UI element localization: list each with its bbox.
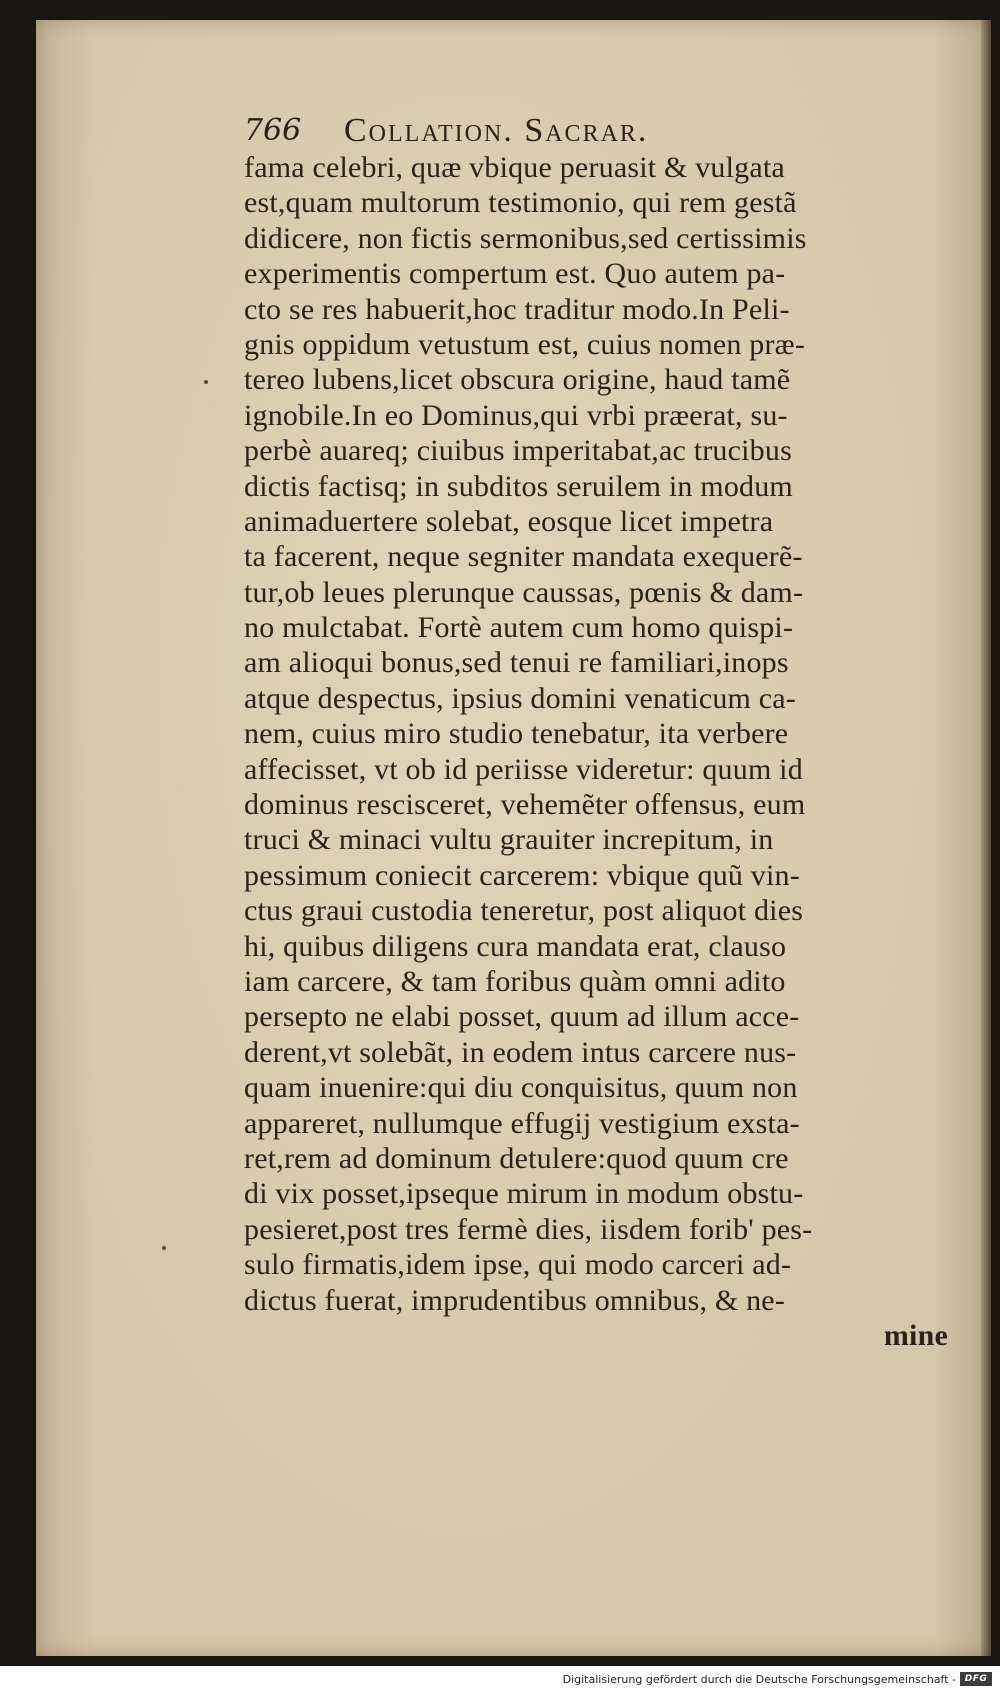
catchword: mine xyxy=(883,1318,948,1352)
page-header xyxy=(244,108,884,154)
text-line: pessimum coniecit carcerem: vbique quũ vin- xyxy=(244,858,800,892)
text-line: truci & minaci vultu grauiter increpitum, in xyxy=(244,823,774,857)
text-line: didicere, non fictis sermonibus,sed certissimis xyxy=(244,221,807,255)
text-line: tereo lubens,licet obscura origine, haud tamẽ xyxy=(244,363,791,397)
text-line: appareret, nullumque effugij vestigium exsta- xyxy=(244,1106,800,1140)
text-line: dominus rescisceret, vehemẽter offensus, eum xyxy=(244,788,806,822)
text-line: hi, quibus diligens cura mandata erat, clauso xyxy=(244,929,787,963)
text-line: dictus fuerat, imprudentibus omnibus, & ne- xyxy=(244,1283,786,1317)
text-line: di vix posset,ipseque mirum in modum obstu- xyxy=(244,1177,804,1211)
text-line: ctus graui custodia teneretur, post aliquot dies xyxy=(244,894,804,928)
funding-credit: Digitalisierung gefördert durch die Deutsche Forschungsgemeinschaft - xyxy=(562,1673,956,1686)
text-line: ignobile.In eo Dominus,qui vrbi præerat, su- xyxy=(244,398,788,432)
text-line: perbè auareq; ciuibus imperitabat,ac trucibus xyxy=(244,434,792,468)
body-text xyxy=(244,150,956,1353)
text-line: affecisset, vt ob id periisse videretur: quum id xyxy=(244,752,803,786)
text-line: dictis factisq; in subditos seruilem in modum xyxy=(244,469,793,503)
page-edge-shadow xyxy=(981,20,991,1656)
text-line: derent,vt solebãt, in eodem intus carcere nus- xyxy=(244,1035,797,1069)
text-line: cto se res habuerit,hoc traditur modo.In Peli- xyxy=(244,292,790,326)
text-line: est,quam multorum testimonio, qui rem gestã xyxy=(244,186,797,220)
text-line: sulo firmatis,idem ipse, qui modo carceri ad- xyxy=(244,1248,792,1282)
text-line: fama celebri, quæ vbique peruasit & vulgata xyxy=(244,151,785,184)
text-line: pesieret,post tres fermè dies, iisdem forib' pes- xyxy=(244,1212,813,1246)
text-line: atque despectus, ipsius domini venaticum ca- xyxy=(244,681,796,715)
text-line: ret,rem ad dominum detulere:quod quum cre xyxy=(244,1141,789,1175)
text-line: experimentis compertum est. Quo autem pa- xyxy=(244,257,786,291)
dfg-logo: DFG xyxy=(960,1672,992,1686)
text-line: quam inuenire:qui diu conquisitus, quum non xyxy=(244,1071,798,1105)
text-line: tur,ob leues plerunque caussas, pœnis & dam- xyxy=(244,575,804,609)
footer-bar xyxy=(0,1666,1000,1698)
text-line: gnis oppidum vetustum est, cuius nomen præ- xyxy=(244,327,806,361)
text-line: animaduertere solebat, eosque licet impetra xyxy=(244,504,774,538)
text-line: persepto ne elabi posset, quum ad illum acce- xyxy=(244,1000,800,1034)
text-line: no mulctabat. Fortè autem cum homo quispi- xyxy=(244,611,794,645)
margin-mark xyxy=(162,1246,166,1250)
text-line: am alioqui bonus,sed tenui re familiari,inops xyxy=(244,646,789,680)
text-line: ta facerent, neque segniter mandata exequerẽ- xyxy=(244,540,803,574)
margin-mark xyxy=(204,380,208,384)
page-number: 766 xyxy=(244,113,302,148)
text-line: iam carcere, & tam foribus quàm omni adito xyxy=(244,964,786,998)
text-line: nem, cuius miro studio tenebatur, ita verbere xyxy=(244,717,789,751)
running-head: Collation. Sacrar. xyxy=(344,112,649,149)
